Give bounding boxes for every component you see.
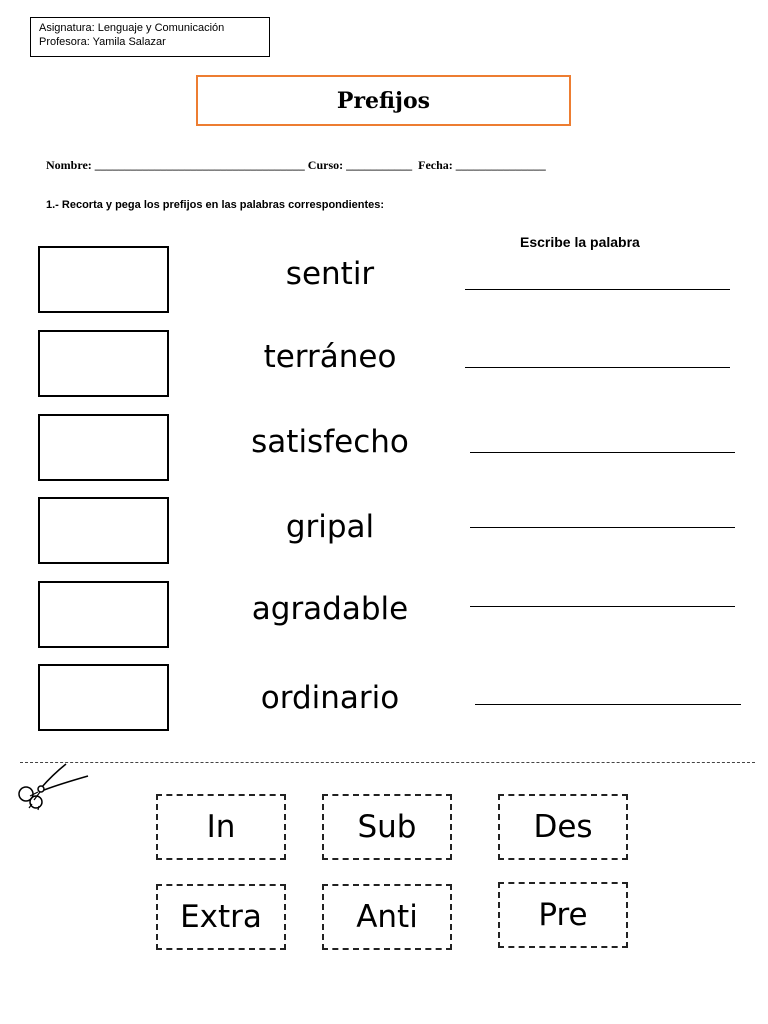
cut-line [20,762,755,763]
prefix-drop-box[interactable] [38,581,169,648]
student-info-line [46,158,546,173]
header-box [30,17,270,57]
prefix-drop-box[interactable] [38,246,169,313]
prefix-drop-box[interactable] [38,664,169,731]
prefix-card[interactable]: Anti [322,884,452,950]
answer-line-4[interactable] [470,527,735,528]
subject-text: Asignatura: Lenguaje y Comunicación [39,22,225,34]
answer-line-6[interactable] [475,704,741,705]
prefix-drop-box[interactable] [38,414,169,481]
page-title: Prefijos [196,75,571,126]
answer-line-5[interactable] [470,606,735,607]
prefix-card[interactable]: Extra [156,884,286,950]
word-3: satisfecho [251,424,409,460]
answer-line-1[interactable] [465,289,730,290]
answer-column-header: Escribe la palabra [520,234,640,250]
prefix-drop-box[interactable] [38,330,169,397]
word-1: sentir [285,256,375,292]
word-5: agradable [251,591,409,627]
curso-label: Curso: [307,158,344,172]
word-6: ordinario [260,680,400,716]
instruction-text: 1.- Recorta y pega los prefijos en las palabras correspondientes: [46,199,385,211]
scissors-icon [14,762,90,812]
prefix-card[interactable]: Des [498,794,628,860]
word-2: terráneo [263,339,397,375]
answer-line-3[interactable] [470,452,735,453]
answer-line-2[interactable] [465,367,730,368]
fecha-field[interactable]: _______________ [455,158,546,172]
prefix-card[interactable]: Pre [498,882,628,948]
curso-field[interactable]: ___________ [346,158,413,172]
word-4: gripal [285,509,375,545]
teacher-text: Profesora: Yamila Salazar [39,36,166,48]
prefix-card[interactable]: In [156,794,286,860]
prefix-card[interactable]: Sub [322,794,452,860]
nombre-field[interactable]: ___________________________________ [94,158,305,172]
nombre-label: Nombre: [46,158,92,172]
prefix-drop-box[interactable] [38,497,169,564]
fecha-label: Fecha: [418,158,453,172]
